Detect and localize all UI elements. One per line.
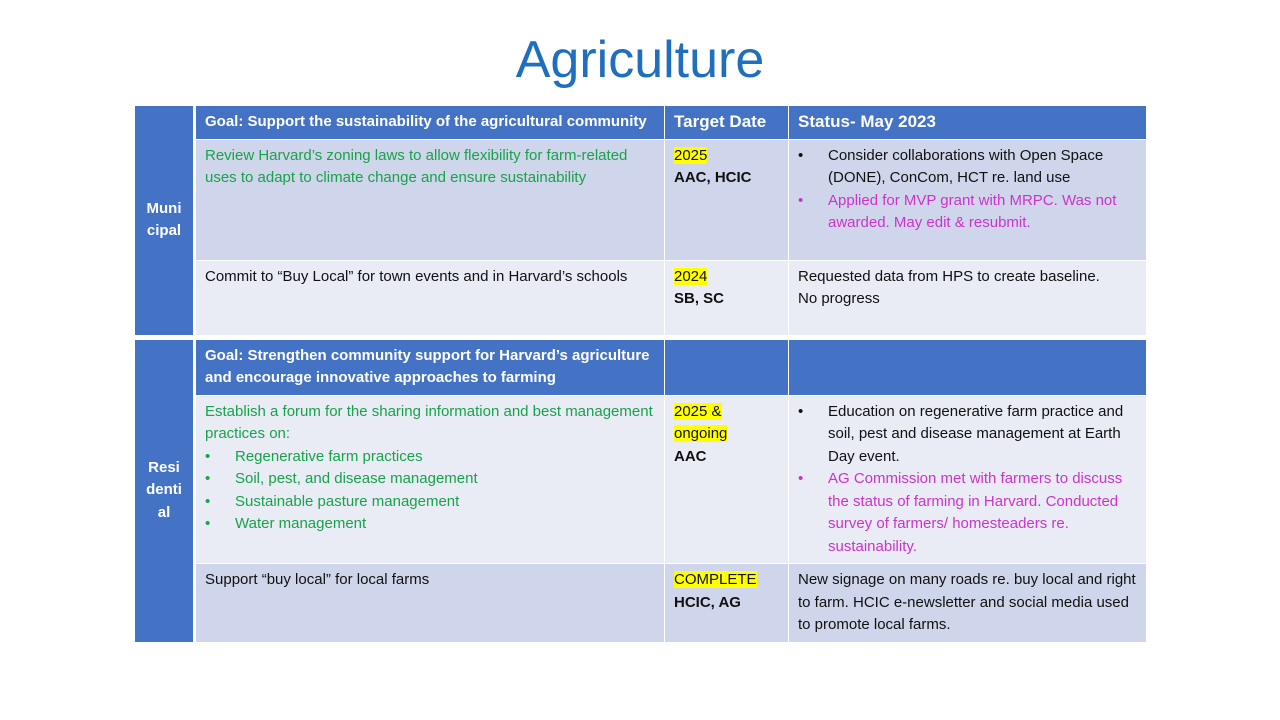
target-date-highlight: COMPLETE: [674, 571, 757, 588]
status-cell: New signage on many roads re. buy local and right to farm. HCIC e-newsletter and social media used to promote local farms.: [789, 564, 1147, 643]
target-date-highlight: 2024: [674, 267, 708, 285]
goal-text-1: Goal: Support the sustainability of the agricultural community: [195, 106, 665, 140]
action-zoning-review: Review Harvard’s zoning laws to allow flexibility for farm-related uses to adapt to climate change and ensure sustainability: [195, 139, 665, 260]
status-list: [798, 401, 1137, 559]
target-date-header: Target Date: [665, 106, 789, 140]
target-owner: SB, SC: [674, 290, 725, 307]
target-cell: [665, 260, 789, 337]
target-owner: HCIC, AG: [674, 593, 741, 611]
agriculture-table: [134, 105, 1147, 643]
action-buy-local-events: Commit to “Buy Local” for town events and in Harvard’s schools: [195, 260, 665, 337]
goal-header-row-2: [135, 337, 1147, 395]
target-date-highlight: 2025 &: [674, 402, 722, 420]
list-item: • Water management: [205, 513, 655, 536]
status-cell: [789, 139, 1147, 260]
goal-text-2: Goal: Strengthen community support for Harvard’s agriculture and encourage innovative approaches to farming: [195, 337, 665, 395]
status-header: Status- May 2023: [789, 106, 1147, 140]
list-item: • Sustainable pasture management: [205, 491, 655, 514]
section-label-residential: Resi denti al: [135, 337, 195, 642]
target-date-header-empty: [665, 337, 789, 395]
action-buy-local-farms: Support “buy local” for local farms: [195, 564, 665, 643]
goal-header-row-1: [135, 106, 1147, 140]
status-cell: [789, 395, 1147, 564]
status-cell: Requested data from HPS to create baseline. No progress: [789, 260, 1147, 337]
target-cell: [665, 139, 789, 260]
action-forum-cell: [195, 395, 665, 564]
target-owner: AAC, HCIC: [674, 169, 752, 186]
target-date-highlight: 2025: [674, 146, 708, 164]
target-cell: [665, 564, 789, 643]
action-forum: Establish a forum for the sharing information and best management practices on:: [205, 402, 653, 442]
status-header-empty: [789, 337, 1147, 395]
target-date-highlight: ongoing: [674, 425, 728, 442]
status-item: • Consider collaborations with Open Space (DONE), ConCom, HCT re. land use: [798, 145, 1137, 190]
list-item: • Soil, pest, and disease management: [205, 468, 655, 491]
status-item: • Education on regenerative farm practice and soil, pest and disease management at Earth Day event.: [798, 401, 1137, 469]
table-row: [135, 564, 1147, 643]
status-item: • AG Commission met with farmers to discuss the status of farming in Harvard. Conducted survey of farmers/ homesteaders re. sustainability.: [798, 468, 1137, 558]
slide-title: Agriculture: [515, 31, 765, 89]
table-row: [135, 260, 1147, 337]
status-list: [798, 145, 1137, 235]
section-label-municipal: Muni cipal: [135, 106, 195, 338]
target-cell: [665, 395, 789, 564]
table-row: [135, 395, 1147, 564]
practices-list: [205, 446, 655, 536]
status-item: • Applied for MVP grant with MRPC. Was not awarded. May edit & resubmit.: [798, 190, 1137, 235]
target-owner: AAC: [674, 447, 707, 465]
table-row: [135, 139, 1147, 260]
list-item: • Regenerative farm practices: [205, 446, 655, 469]
